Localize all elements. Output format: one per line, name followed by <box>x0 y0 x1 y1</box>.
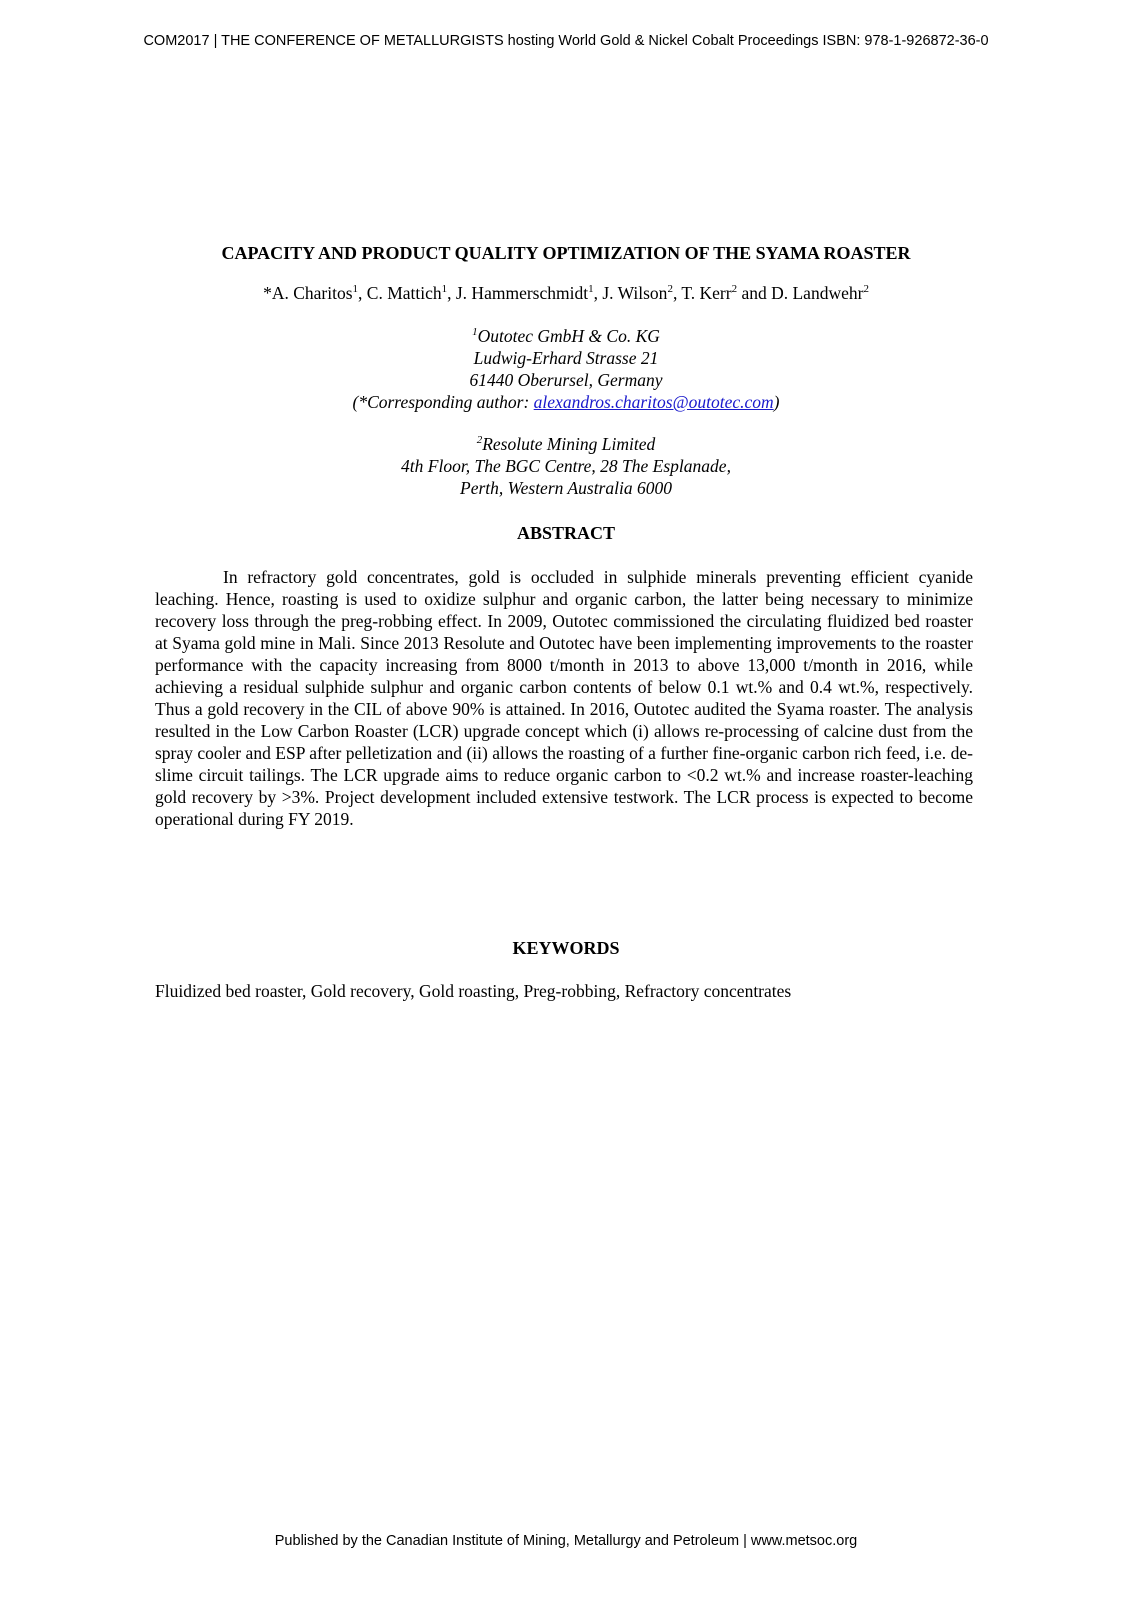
author: J. Hammerschmidt <box>455 283 589 303</box>
author-separator: , <box>593 283 603 303</box>
paper-title: CAPACITY AND PRODUCT QUALITY OPTIMIZATION OF THE SYAMA ROASTER <box>221 243 911 263</box>
affiliation-2 <box>0 433 1132 499</box>
abstract-heading: ABSTRACT <box>516 523 616 543</box>
corresponding-close: ) <box>773 392 780 412</box>
affiliation-city: 61440 Oberursel, Germany <box>469 370 663 390</box>
affiliation-street: 4th Floor, The BGC Centre, 28 The Esplanade, <box>401 456 731 476</box>
author: J. Wilson <box>602 283 668 303</box>
affiliation-org: Outotec GmbH & Co. KG <box>477 326 660 346</box>
author-separator: , <box>672 283 682 303</box>
affiliation-mark: 1 <box>472 326 478 339</box>
author-affil-mark: 2 <box>731 283 738 296</box>
author-affil-mark: 2 <box>667 283 673 296</box>
keywords-heading: KEYWORDS <box>512 938 620 958</box>
author: C. Mattich <box>366 283 442 303</box>
running-header: COM2017 | THE CONFERENCE OF METALLURGISTS hosting World Gold & Nickel Cobalt Proceedings ISBN: 978-1-926872-36-0 <box>143 33 989 49</box>
email-link[interactable]: alexandros.charitos@outotec.com <box>533 392 774 412</box>
affiliation-street: Ludwig-Erhard Strasse 21 <box>473 348 659 368</box>
author-separator: , <box>358 283 367 303</box>
author: D. Landwehr <box>771 283 864 303</box>
author-list <box>0 283 1132 304</box>
author-affil-mark: 1 <box>441 283 448 296</box>
author-affil-mark: 1 <box>352 283 359 296</box>
corresponding-label: (*Corresponding author: <box>352 392 534 412</box>
author-separator: and <box>737 283 772 303</box>
affiliation-org: Resolute Mining Limited <box>482 434 656 454</box>
corresponding-author <box>0 391 1132 413</box>
author-affil-mark: 1 <box>588 283 594 296</box>
abstract-text: In refractory gold concentrates, gold is occluded in sulphide minerals preventing efficient cyanide leaching. Hence, roasting is used to oxidize sulphur and organic carbon, the latter being necessary to minimize recovery loss through the preg-robbing effect. In 2009, Outotec commissioned the circulating fluidized bed roaster at Syama gold mine in Mali. Since 2013 Resolute and Outotec have been implementing improvements to the roaster performance with the capacity increasing from 8000 t/month in 2013 to above 13,000 t/month in 2016, while achieving a residual sulphide sulphur and organic carbon contents of below 0.1 wt.% and 0.4 wt.%, respectively. Thus a gold recovery in the CIL of above 90% is attained. In 2016, Outotec audited the Syama roaster. The analysis resulted in the Low Carbon Roaster (LCR) upgrade concept which (i) allows re-processing of calcine dust from the spray cooler and ESP after pelletization and (ii) allows the roasting of a further fine-organic carbon rich feed, i.e. de-slime circuit tailings. The LCR upgrade aims to reduce organic carbon to <0.2 wt.% and increase roaster-leaching gold recovery by >3%. Project development included extensive testwork. The LCR process is expected to become operational during FY 2019. <box>155 567 973 829</box>
author-separator: , <box>447 283 456 303</box>
affiliation-city: Perth, Western Australia 6000 <box>460 478 672 498</box>
affiliation-mark: 2 <box>476 434 483 447</box>
affiliation-1 <box>0 325 1132 413</box>
keywords-text: Fluidized bed roaster, Gold recovery, Gold roasting, Preg-robbing, Refractory concentrates <box>155 981 792 1001</box>
author: *A. Charitos <box>263 283 353 303</box>
author: T. Kerr <box>681 283 732 303</box>
author-affil-mark: 2 <box>863 283 869 296</box>
running-footer: Published by the Canadian Institute of Mining, Metallurgy and Petroleum | www.metsoc.org <box>274 1533 858 1549</box>
